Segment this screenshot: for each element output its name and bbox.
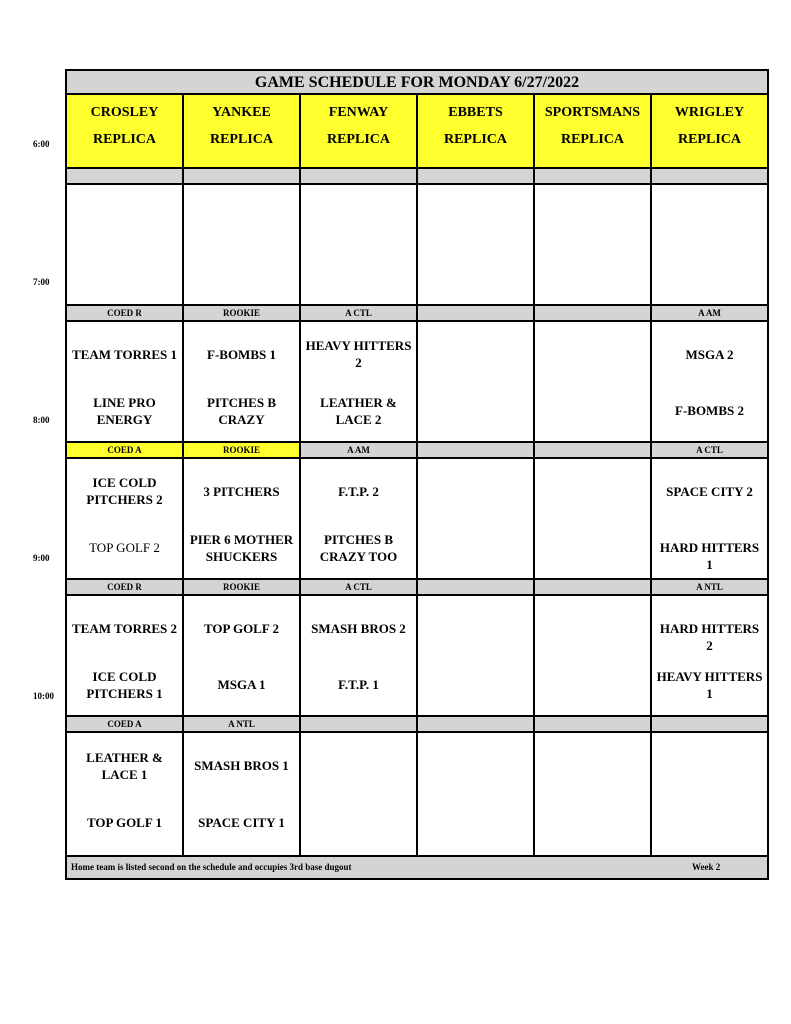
- division-label: A CTL: [652, 443, 767, 459]
- game-cell: [67, 185, 184, 306]
- game-cell: [184, 322, 301, 443]
- division-label: COED R: [67, 580, 184, 596]
- field-header-ebbets: [418, 95, 535, 169]
- home-team: HEAVY HITTERS 1: [656, 669, 763, 701]
- division-label: [535, 717, 652, 733]
- field-subtitle: REPLICA: [92, 132, 156, 147]
- game-cell: [301, 185, 418, 306]
- division-label: A NTL: [184, 717, 301, 733]
- division-label: [418, 169, 535, 185]
- division-label: COED R: [67, 306, 184, 322]
- game-cell: [535, 733, 652, 855]
- away-team: TEAM TORRES 1: [72, 347, 177, 362]
- game-cell: [67, 733, 184, 855]
- away-team: ICE COLD PITCHERS 2: [86, 475, 163, 507]
- home-team: TOP GOLF 1: [86, 815, 163, 830]
- field-header-wrigley: [652, 95, 767, 169]
- home-team: F-BOMBS 2: [675, 403, 744, 418]
- game-cell: [652, 733, 767, 855]
- home-team: PIER 6 MOTHER SHUCKERS: [189, 532, 294, 564]
- field-name: SPORTSMANS: [544, 105, 641, 120]
- division-label: [535, 169, 652, 185]
- game-cell: [301, 459, 418, 580]
- division-label: COED A: [67, 717, 184, 733]
- game-cell: [652, 459, 767, 580]
- time-label: 10:00: [33, 691, 54, 701]
- division-label: A CTL: [301, 306, 418, 322]
- game-cell: [184, 596, 301, 717]
- division-label: [301, 169, 418, 185]
- division-label: [418, 717, 535, 733]
- away-team: HEAVY HITTERS 2: [305, 338, 412, 370]
- home-team: HARD HITTERS 1: [659, 540, 760, 572]
- home-team: LEATHER & LACE 2: [320, 395, 397, 427]
- game-cell: [418, 459, 535, 580]
- field-subtitle: REPLICA: [677, 132, 741, 147]
- game-cell: [418, 596, 535, 717]
- away-team: F.T.P. 2: [338, 484, 379, 499]
- field-subtitle: REPLICA: [209, 132, 273, 147]
- game-cell: [535, 185, 652, 306]
- time-label: 7:00: [33, 277, 50, 287]
- home-team: PITCHES B CRAZY: [207, 395, 276, 427]
- division-label: A CTL: [301, 580, 418, 596]
- division-label: [535, 306, 652, 322]
- division-label: ROOKIE: [184, 443, 301, 459]
- game-cell: [67, 322, 184, 443]
- division-label: [418, 306, 535, 322]
- division-label: [184, 169, 301, 185]
- field-header-crosley: [67, 95, 184, 169]
- home-team: F.T.P. 1: [338, 677, 379, 692]
- field-subtitle: REPLICA: [443, 132, 507, 147]
- field-name: EBBETS: [448, 105, 503, 120]
- game-cell: [418, 322, 535, 443]
- away-team: SPACE CITY 2: [666, 484, 753, 499]
- away-team: LEATHER & LACE 1: [86, 750, 163, 782]
- home-team: PITCHES B CRAZY TOO: [319, 532, 398, 564]
- game-cell: [652, 596, 767, 717]
- division-label: A AM: [652, 306, 767, 322]
- away-team: F-BOMBS 1: [207, 347, 276, 362]
- field-name: YANKEE: [212, 105, 271, 120]
- away-team: MSGA 2: [685, 347, 734, 362]
- schedule-footer: [67, 855, 767, 878]
- schedule-title: GAME SCHEDULE FOR MONDAY 6/27/2022: [67, 71, 767, 95]
- game-cell: [184, 185, 301, 306]
- field-subtitle: REPLICA: [326, 132, 390, 147]
- division-label: [301, 717, 418, 733]
- game-cell: [535, 459, 652, 580]
- home-team: TOP GOLF 2: [89, 540, 160, 555]
- time-label: 6:00: [33, 139, 50, 149]
- field-name: WRIGLEY: [674, 105, 745, 120]
- division-label: A AM: [301, 443, 418, 459]
- game-cell: [535, 596, 652, 717]
- home-team-note: Home team is listed second on the schedule and occupies 3rd base dugout: [71, 862, 352, 872]
- schedule-sheet: [65, 69, 769, 880]
- field-header-sportsmans: [535, 95, 652, 169]
- time-label: 9:00: [33, 553, 50, 563]
- home-team: LINE PRO ENERGY: [93, 395, 156, 427]
- home-team: MSGA 1: [217, 677, 266, 692]
- field-name: CROSLEY: [90, 105, 159, 120]
- away-team: SMASH BROS 1: [194, 758, 289, 773]
- away-team: TEAM TORRES 2: [72, 621, 177, 636]
- division-label: [652, 717, 767, 733]
- field-header-yankee: [184, 95, 301, 169]
- division-label: [652, 169, 767, 185]
- field-header-fenway: [301, 95, 418, 169]
- game-cell: [67, 459, 184, 580]
- game-cell: [418, 733, 535, 855]
- game-cell: [301, 733, 418, 855]
- game-cell: [184, 733, 301, 855]
- game-cell: [535, 322, 652, 443]
- field-name: FENWAY: [328, 105, 389, 120]
- game-cell: [67, 596, 184, 717]
- time-label: 8:00: [33, 415, 50, 425]
- game-cell: [301, 322, 418, 443]
- division-label: A NTL: [652, 580, 767, 596]
- away-team: 3 PITCHERS: [203, 484, 280, 499]
- division-label: [535, 580, 652, 596]
- field-subtitle: REPLICA: [560, 132, 624, 147]
- game-cell: [301, 596, 418, 717]
- away-team: HARD HITTERS 2: [659, 621, 760, 653]
- game-cell: [652, 322, 767, 443]
- game-cell: [652, 185, 767, 306]
- week-label: Week 2: [692, 862, 721, 872]
- division-label: [67, 169, 184, 185]
- home-team: SPACE CITY 1: [198, 815, 285, 830]
- division-label: ROOKIE: [184, 306, 301, 322]
- division-label: [535, 443, 652, 459]
- game-cell: [418, 185, 535, 306]
- division-label: [418, 443, 535, 459]
- division-label: [418, 580, 535, 596]
- game-cell: [184, 459, 301, 580]
- away-team: SMASH BROS 2: [311, 621, 406, 636]
- division-label: COED A: [67, 443, 184, 459]
- home-team: ICE COLD PITCHERS 1: [86, 669, 163, 701]
- division-label: ROOKIE: [184, 580, 301, 596]
- away-team: TOP GOLF 2: [203, 621, 280, 636]
